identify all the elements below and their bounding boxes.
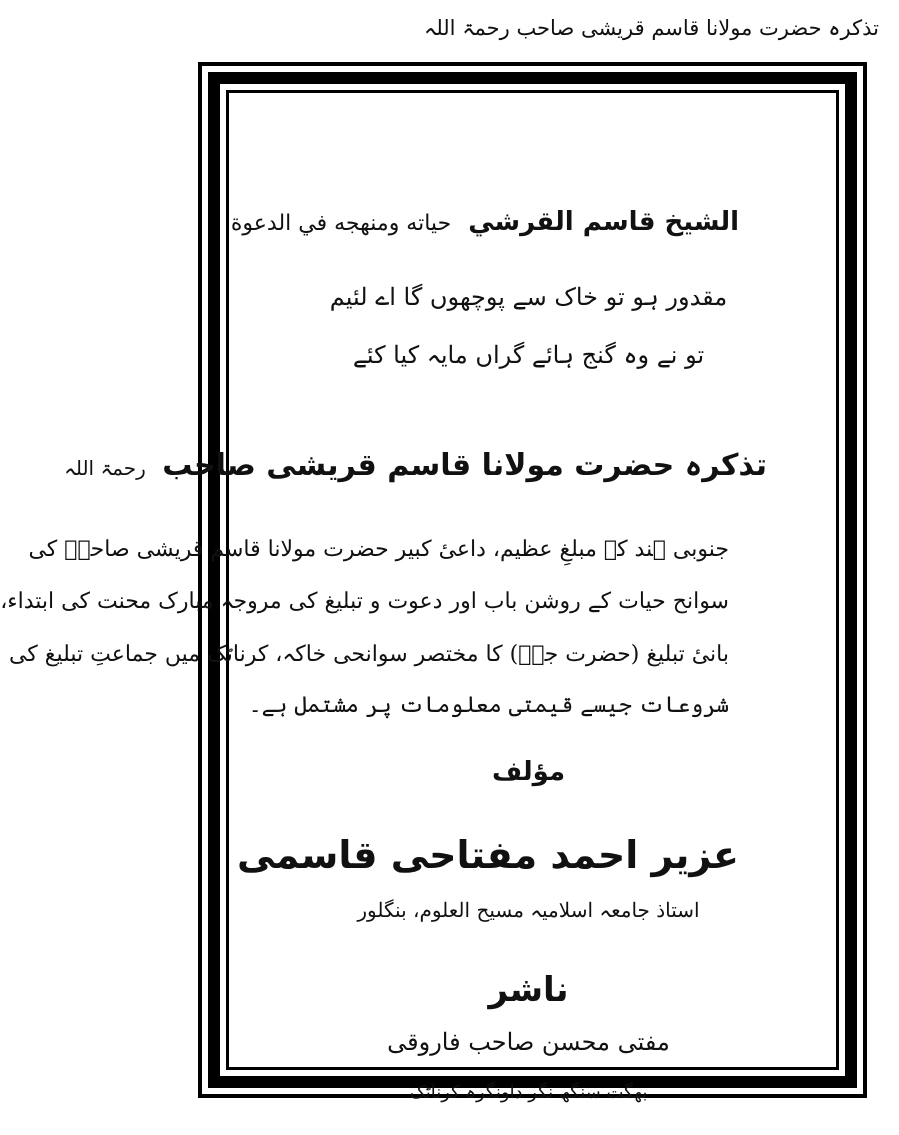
arabic-title-sub: حياته ومنهجه في الدعوة — [230, 211, 452, 236]
verse-line-1: مقدور ہو تو خاک سے پوچھوں گا اے لئیم — [329, 283, 728, 311]
author-name: عزیر احمد مفتاحی قاسمی — [237, 833, 739, 877]
publisher-label: ناشر — [488, 970, 569, 1010]
description-line-4: شروعات جیسے قیمتی معلومات پر مشتمل ہے۔ — [248, 693, 729, 718]
verse-line-2: تو نے وہ گنج ہائے گراں مایہ کیا کئے — [352, 341, 705, 369]
arabic-title-main: الشيخ قاسم القرشي — [468, 207, 739, 237]
running-header: تذکرہ حضرت مولانا قاسم قریشی صاحب رحمۃ اللہ — [424, 16, 879, 40]
description-line-1: جنوبی ہند کے مبلغِ عظیم، داعیٔ کبیر حضرت مولانا قاسم قریشی صاحبؒ کی — [28, 537, 729, 562]
book-title — [64, 443, 767, 491]
compiler-label: مؤلف — [491, 757, 566, 787]
publisher-name: مفتی محسن صاحب فاروقی — [387, 1028, 670, 1056]
description-line-2: سوانح حیات کے روشن باب اور دعوت و تبلیغ کی مروجہ مبارک محنت کی ابتداء، — [0, 589, 729, 614]
arabic-title — [230, 202, 739, 244]
book-title-honorific: رحمۃ اللہ — [64, 456, 146, 480]
author-role: استاذ جامعہ اسلامیہ مسیح العلوم، بنگلور — [357, 898, 700, 922]
description-line-3: بانیٔ تبلیغ (حضرت جیؒ) کا مختصر سوانحی خاکہ، کرناٹک میں جماعتِ تبلیغ کی — [8, 642, 729, 667]
book-title-main: تذکرہ حضرت مولانا قاسم قریشی صاحب — [162, 448, 767, 483]
publisher-address: بھگت سنگھ نگر داونگرہ کرناٹک — [409, 1082, 648, 1103]
